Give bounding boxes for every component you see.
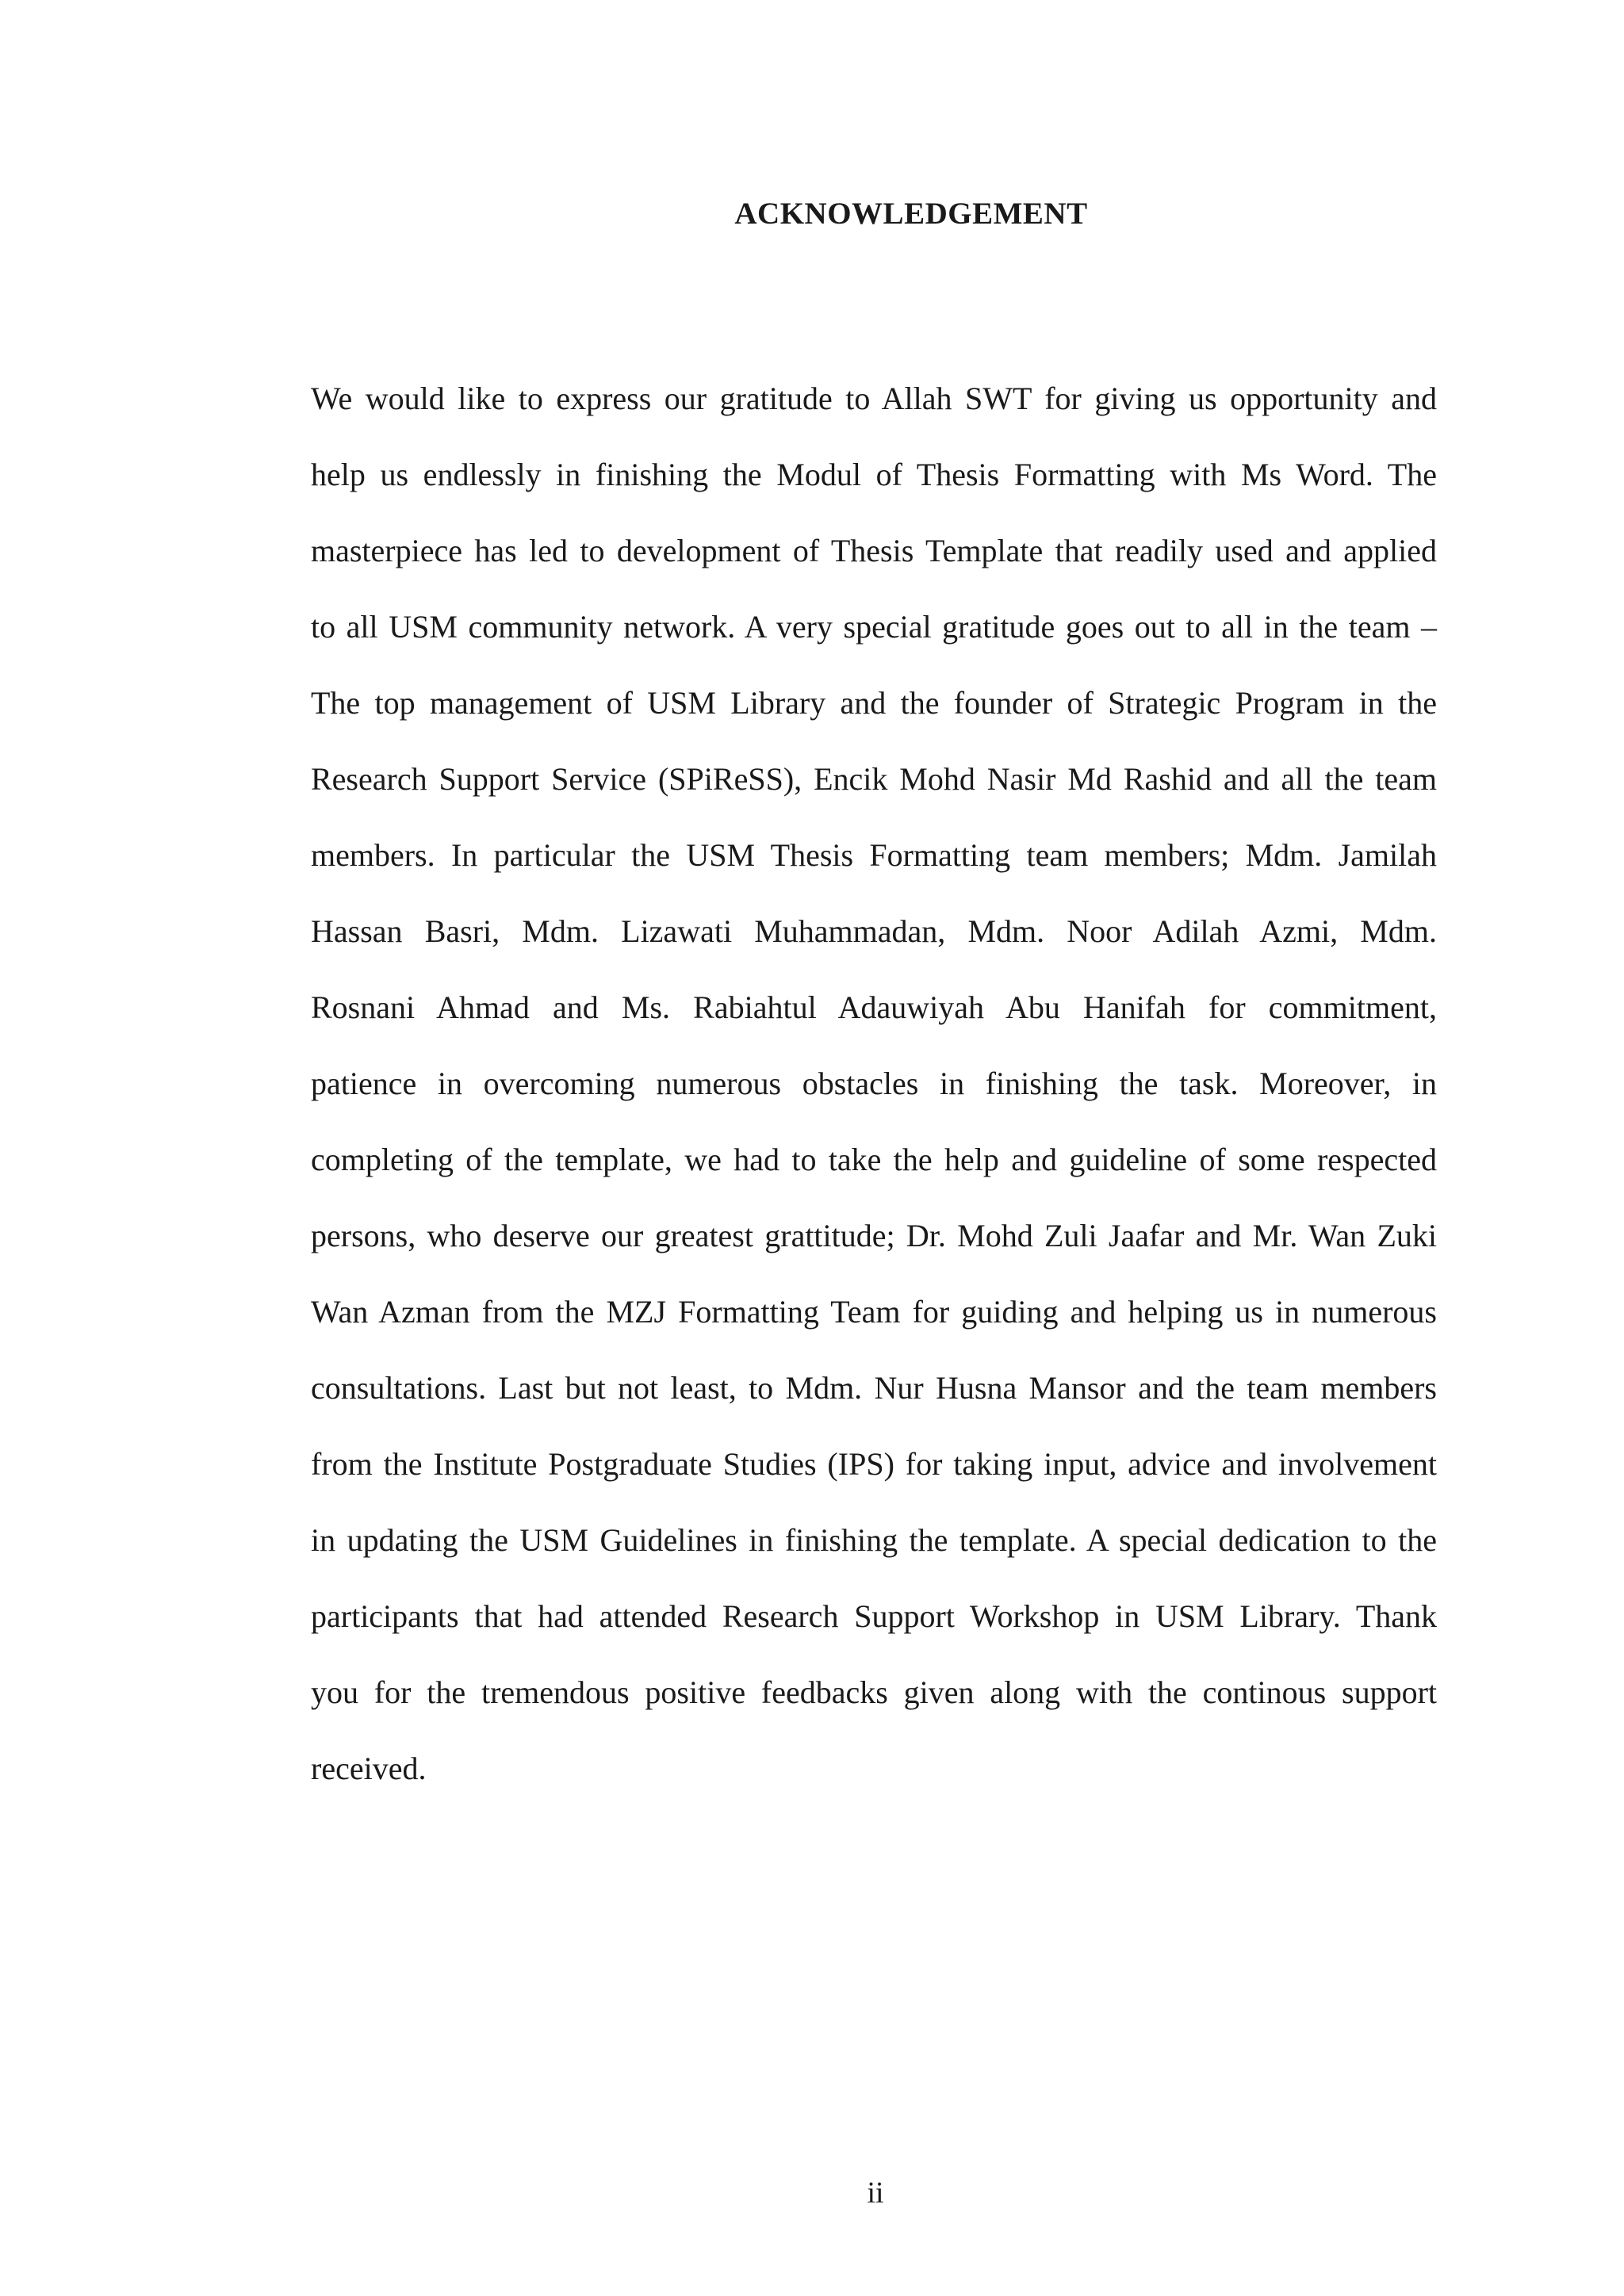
paragraph-line: masterpiece has led to development of Thesis Template that readily used and applied xyxy=(311,533,1437,568)
paragraph-line: Wan Azman from the MZJ Formatting Team for guiding and helping us in numerous xyxy=(311,1294,1437,1330)
paragraph-line: received. xyxy=(311,1751,427,1786)
paragraph-line: Rosnani Ahmad and Ms. Rabiahtul Adauwiyah Abu Hanifah for commitment, xyxy=(311,989,1437,1025)
paragraph-line: patience in overcoming numerous obstacles in finishing the task. Moreover, in xyxy=(311,1066,1437,1101)
paragraph-line: completing of the template, we had to take the help and guideline of some respected xyxy=(311,1142,1437,1177)
paragraph-line: persons, who deserve our greatest grattitude; Dr. Mohd Zuli Jaafar and Mr. Wan Zuki xyxy=(311,1218,1437,1253)
paragraph-line: help us endlessly in finishing the Modul of Thesis Formatting with Ms Word. The xyxy=(311,457,1437,492)
paragraph-line: from the Institute Postgraduate Studies (IPS) for taking input, advice and involvement xyxy=(311,1446,1437,1482)
paragraph-line: in updating the USM Guidelines in finishing the template. A special dedication to the xyxy=(311,1522,1437,1558)
paragraph-line: participants that had attended Research Support Workshop in USM Library. Thank xyxy=(311,1598,1437,1634)
acknowledgement-paragraph xyxy=(311,361,1437,1807)
paragraph-line: to all USM community network. A very special gratitude goes out to all in the team – xyxy=(311,609,1437,645)
page-title: ACKNOWLEDGEMENT xyxy=(734,197,1088,231)
paragraph-line: consultations. Last but not least, to Mdm. Nur Husna Mansor and the team members xyxy=(311,1370,1437,1406)
paragraph-line: members. In particular the USM Thesis Formatting team members; Mdm. Jamilah xyxy=(311,837,1437,873)
paragraph-line: you for the tremendous positive feedbacks given along with the continous support xyxy=(311,1674,1437,1710)
page-number: ii xyxy=(867,2176,884,2210)
paragraph-line: The top management of USM Library and the founder of Strategic Program in the xyxy=(311,685,1437,721)
paragraph-line: We would like to express our gratitude to Allah SWT for giving us opportunity and xyxy=(311,381,1437,416)
paragraph-line: Hassan Basri, Mdm. Lizawati Muhammadan, Mdm. Noor Adilah Azmi, Mdm. xyxy=(311,913,1437,949)
paragraph-line: Research Support Service (SPiReSS), Encik Mohd Nasir Md Rashid and all the team xyxy=(311,761,1437,797)
